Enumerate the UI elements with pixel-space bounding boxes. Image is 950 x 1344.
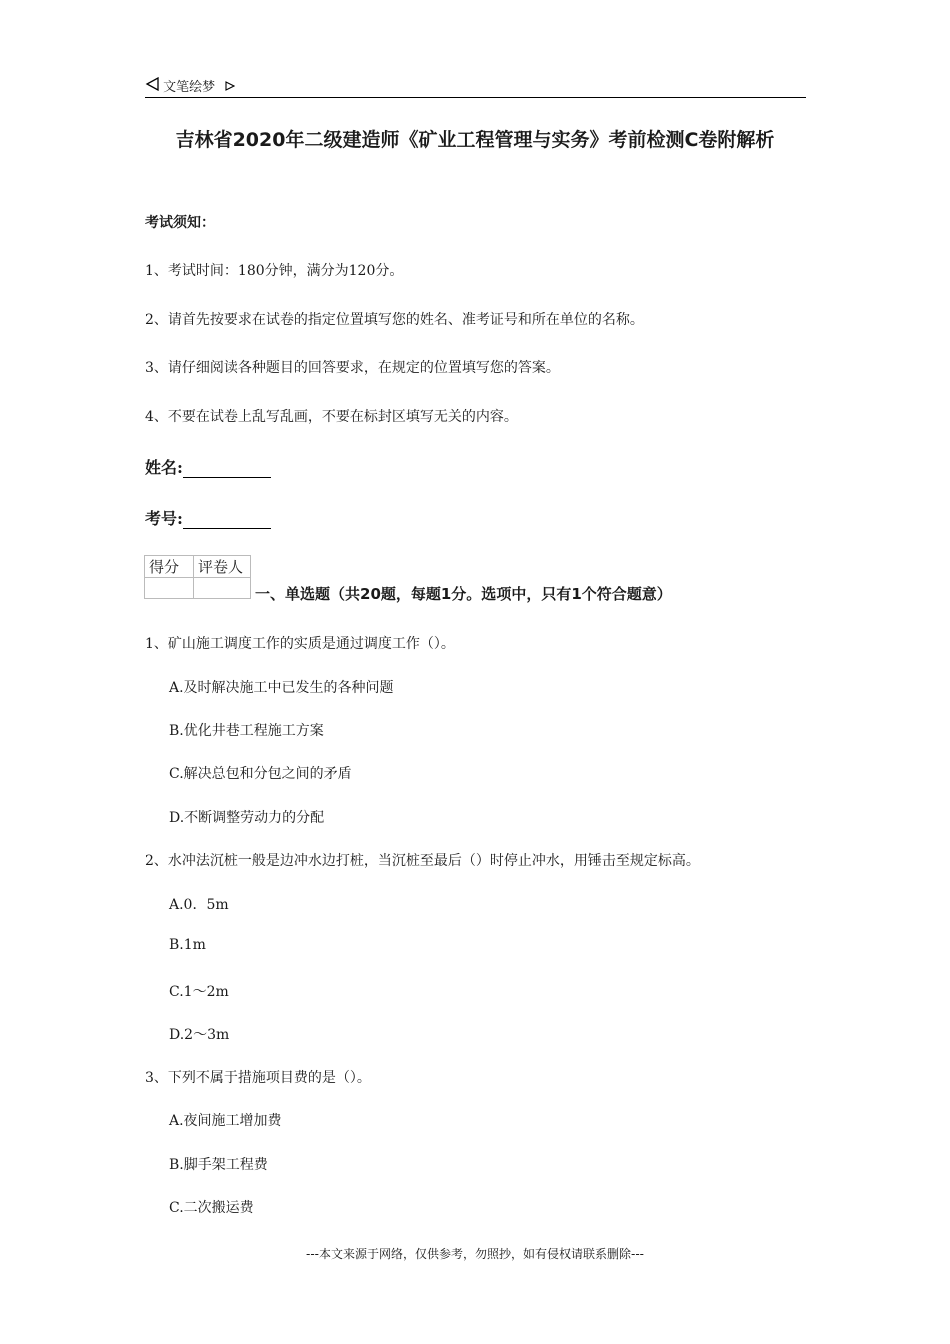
question-option: B.1m: [169, 937, 206, 953]
question-stem: 2、水冲法沉桩一般是边冲水边打桩，当沉桩至最后（）时停止冲水，用锤击至规定标高。: [145, 853, 700, 869]
score-header: 得分: [145, 556, 194, 578]
question-option: A.夜间施工增加费: [169, 1113, 282, 1129]
number-label: 考号:: [145, 509, 183, 528]
score-table: [144, 555, 251, 599]
notice-item: 2、请首先按要求在试卷的指定位置填写您的姓名、准考证号和所在单位的名称。: [145, 312, 644, 328]
question-stem: 1、矿山施工调度工作的实质是通过调度工作（）。: [145, 636, 455, 652]
question-option: A.0．5m: [169, 897, 229, 913]
question-option: B.优化井巷工程施工方案: [169, 723, 324, 739]
grader-cell[interactable]: [194, 578, 251, 599]
notice-heading: 考试须知：: [145, 215, 215, 231]
name-label: 姓名:: [145, 458, 183, 477]
section-title: 一、单选题（共20题，每题1分。选项中，只有1个符合题意）: [255, 585, 672, 603]
question-stem: 3、下列不属于措施项目费的是（）。: [145, 1070, 371, 1086]
document-title: 吉林省2020年二级建造师《矿业工程管理与实务》考前检测C卷附解析: [175, 129, 775, 151]
number-blank[interactable]: [183, 510, 271, 529]
question-option: D.2～3m: [169, 1027, 230, 1043]
triangle-right-icon: [225, 80, 235, 95]
score-cell[interactable]: [145, 578, 194, 599]
number-field: [145, 506, 271, 529]
brand-header: [145, 76, 235, 95]
question-option: C.1～2m: [169, 984, 229, 1000]
notice-item: 4、不要在试卷上乱写乱画，不要在标封区填写无关的内容。: [145, 409, 518, 425]
name-field: [145, 455, 271, 478]
triangle-left-icon: [145, 77, 159, 95]
header-rule: [145, 97, 806, 98]
question-option: A.及时解决施工中已发生的各种问题: [169, 680, 394, 696]
notice-item: 3、请仔细阅读各种题目的回答要求，在规定的位置填写您的答案。: [145, 360, 560, 376]
question-option: D.不断调整劳动力的分配: [169, 810, 325, 826]
name-blank[interactable]: [183, 459, 271, 478]
notice-item: 1、考试时间：180分钟，满分为120分。: [145, 263, 404, 279]
grader-header: 评卷人: [194, 556, 251, 578]
question-option: C.解决总包和分包之间的矛盾: [169, 766, 352, 782]
footer-disclaimer: ---本文来源于网络，仅供参考，勿照抄，如有侵权请联系删除---: [306, 1247, 644, 1261]
question-option: B.脚手架工程费: [169, 1157, 268, 1173]
brand-text: 文笔绘梦: [163, 80, 216, 95]
question-option: C.二次搬运费: [169, 1200, 254, 1216]
